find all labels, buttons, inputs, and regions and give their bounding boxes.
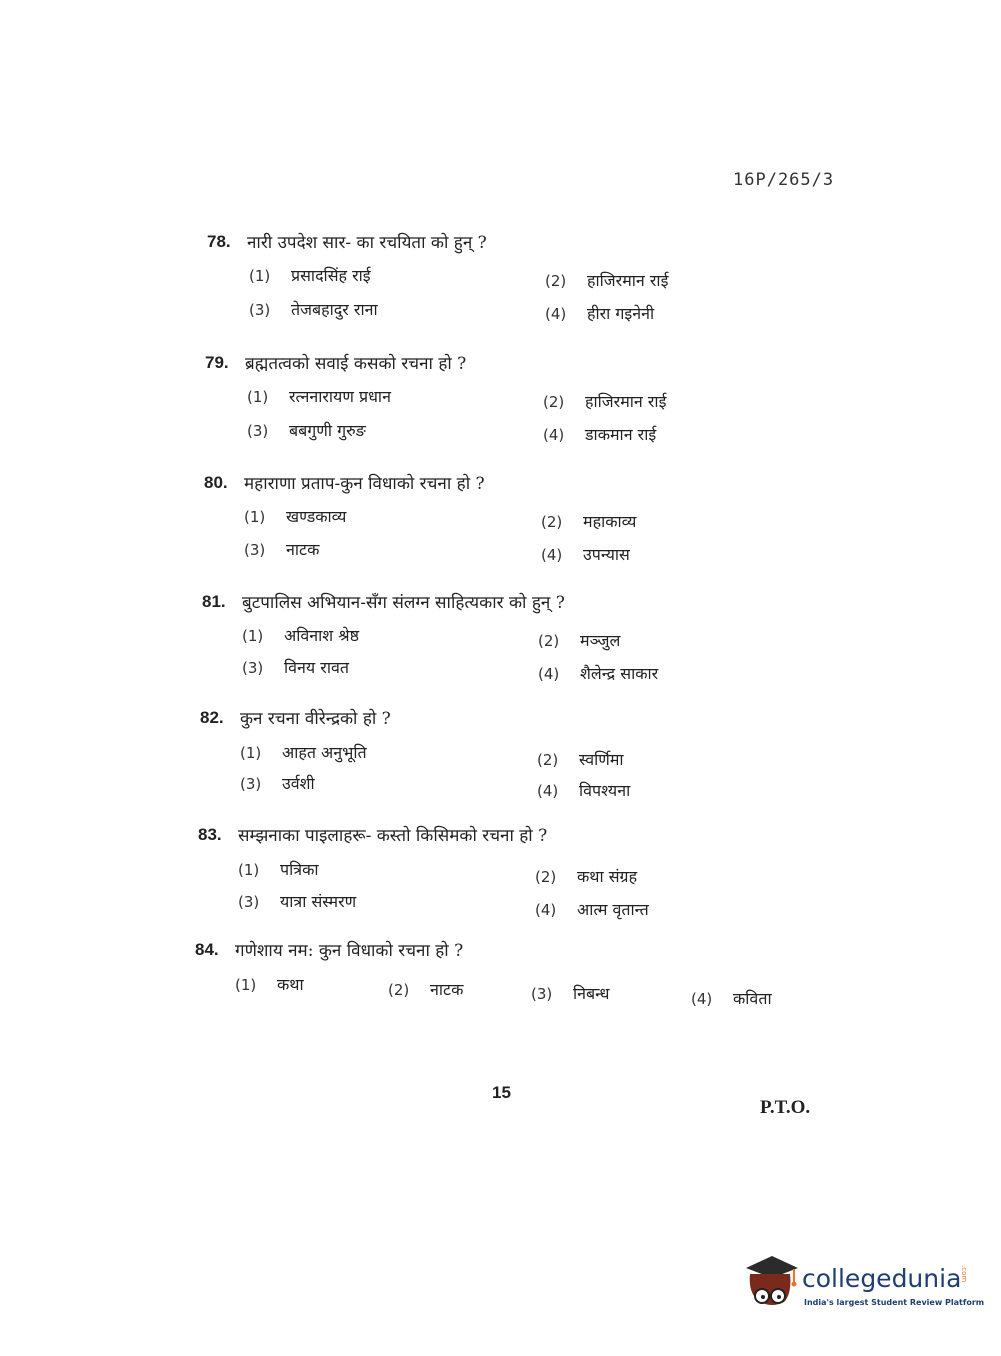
question-number: 83. (198, 825, 222, 844)
option-2: (2) हाजिरमान राई (545, 271, 669, 290)
option-1: (1) अविनाश श्रेष्ठ (242, 626, 360, 645)
option-3: (3) निबन्ध (531, 984, 610, 1003)
question-text: कुन रचना वीरेन्द्रको हो ? (240, 709, 391, 729)
question-78 (207, 232, 927, 332)
option-3: (3) उर्वशी (240, 774, 315, 793)
question-number: 80. (204, 473, 228, 492)
option-1: (1) रत्ननारायण प्रधान (247, 387, 391, 406)
question-text: बुटपालिस अभियान-सँग संलग्न साहित्यकार को हुन् ? (242, 593, 565, 613)
logo-tagline: India's largest Student Review Platform (804, 1298, 985, 1307)
option-4: (4) शैलेन्द्र साकार (538, 664, 659, 683)
question-text: महाराणा प्रताप-कुन विधाको रचना हो ? (244, 474, 485, 494)
question-82 (200, 708, 920, 808)
option-2: (2) कथा संग्रह (535, 867, 638, 886)
question-80 (204, 473, 924, 573)
option-4: (4) आत्म वृतान्त (535, 900, 649, 919)
question-text: नारी उपदेश सार- का रचयिता को हुन् ? (247, 233, 487, 253)
question-text: सम्झनाका पाइलाहरू- कस्तो किसिमको रचना हो ? (238, 826, 548, 846)
option-3: (3) बबगुणी गुरुङ (247, 421, 366, 440)
option-3: (3) तेजबहादुर राना (249, 300, 378, 319)
question-number: 78. (207, 232, 231, 251)
question-number: 81. (202, 592, 226, 611)
option-1: (1) आहत अनुभूति (240, 743, 367, 762)
option-4: (4) डाकमान राई (543, 425, 657, 444)
option-1: (1) पत्रिका (238, 860, 319, 879)
option-4: (4) कविता (691, 989, 772, 1008)
option-3: (3) विनय रावत (242, 658, 349, 677)
question-83 (198, 825, 918, 925)
option-2: (2) स्वर्णिमा (537, 750, 624, 769)
question-79 (205, 353, 925, 453)
option-1: (1) प्रसादसिंह राई (249, 266, 371, 285)
question-81 (202, 592, 922, 692)
option-2: (2) हाजिरमान राई (543, 392, 667, 411)
option-2: (2) मञ्जुल (538, 631, 621, 650)
logo-suffix: .com (960, 1265, 968, 1283)
option-1: (1) कथा (235, 975, 304, 994)
mascot-icon (742, 1250, 800, 1312)
question-number: 82. (200, 708, 224, 727)
option-3: (3) नाटक (244, 540, 320, 559)
page-number: 15 (492, 1083, 511, 1102)
option-4: (4) हीरा गइनेनी (545, 304, 655, 323)
option-2: (2) नाटक (388, 980, 464, 999)
logo-wordmark: collegedunia (802, 1264, 962, 1293)
option-2: (2) महाकाव्य (541, 512, 637, 531)
option-3: (3) यात्रा संस्मरण (238, 892, 357, 911)
option-4: (4) उपन्यास (541, 545, 630, 564)
paper-code: 16P/265/3 (733, 170, 835, 190)
question-84 (195, 940, 815, 1040)
option-4: (4) विपश्यना (537, 781, 631, 800)
option-1: (1) खण्डकाव्य (244, 507, 347, 526)
question-number: 79. (205, 353, 229, 372)
question-text: ब्रह्मतत्वको सवाई कसको रचना हो ? (245, 354, 467, 374)
pto-label: P.T.O. (760, 1097, 811, 1118)
collegedunia-logo (742, 1250, 985, 1320)
question-text: गणेशाय नम: कुन विधाको रचना हो ? (235, 941, 464, 961)
question-number: 84. (195, 940, 219, 959)
